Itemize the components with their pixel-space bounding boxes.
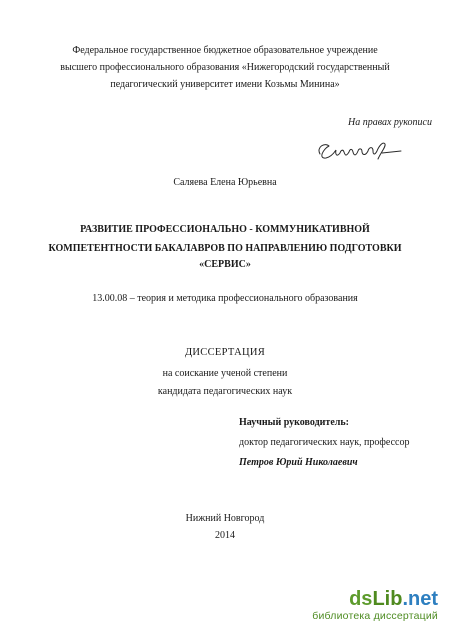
title-line-2: КОМПЕТЕНТНОСТИ БАКАЛАВРОВ ПО НАПРАВЛЕНИЮ ПОДГОТОВКИ bbox=[48, 243, 402, 254]
year: 2014 bbox=[215, 530, 235, 541]
city: Нижний Новгород bbox=[185, 513, 265, 524]
degree-line-2: кандидата педагогических наук bbox=[157, 386, 293, 397]
title-line-3: «СЕРВИС» bbox=[199, 259, 251, 270]
dslib-logo bbox=[312, 586, 438, 610]
institution-line-3: педагогический университет имени Козьмы Минина» bbox=[110, 79, 340, 90]
svg-text:dsLib.net: dsLib.net bbox=[349, 588, 438, 610]
institution-block bbox=[0, 42, 450, 93]
institution-line-2: высшего профессионального образования «Нижегородский государственный bbox=[60, 62, 390, 73]
specialty-code: 13.00.08 – теория и методика профессионального образования bbox=[92, 293, 358, 304]
dslib-watermark[interactable] bbox=[312, 586, 438, 622]
title-line-1: РАЗВИТИЕ ПРОФЕССИОНАЛЬНО - КОММУНИКАТИВНОЙ bbox=[80, 224, 370, 235]
author-name: Саляева Елена Юрьевна bbox=[173, 177, 277, 188]
dslib-subtitle: библиотека диссертаций bbox=[312, 610, 438, 622]
degree-line-1: на соискание ученой степени bbox=[162, 368, 288, 379]
supervisor-name: Петров Юрий Николаевич bbox=[239, 457, 358, 468]
author-signature bbox=[312, 138, 407, 164]
manuscript-rights-note: На правах рукописи bbox=[348, 117, 432, 128]
dslib-logo-mark bbox=[338, 586, 438, 610]
supervisor-heading: Научный руководитель: bbox=[239, 417, 349, 428]
institution-line-1: Федеральное государственное бюджетное образовательное учреждение bbox=[72, 45, 378, 56]
document-type: ДИССЕРТАЦИЯ bbox=[184, 347, 266, 358]
supervisor-degree: доктор педагогических наук, профессор bbox=[239, 437, 410, 448]
